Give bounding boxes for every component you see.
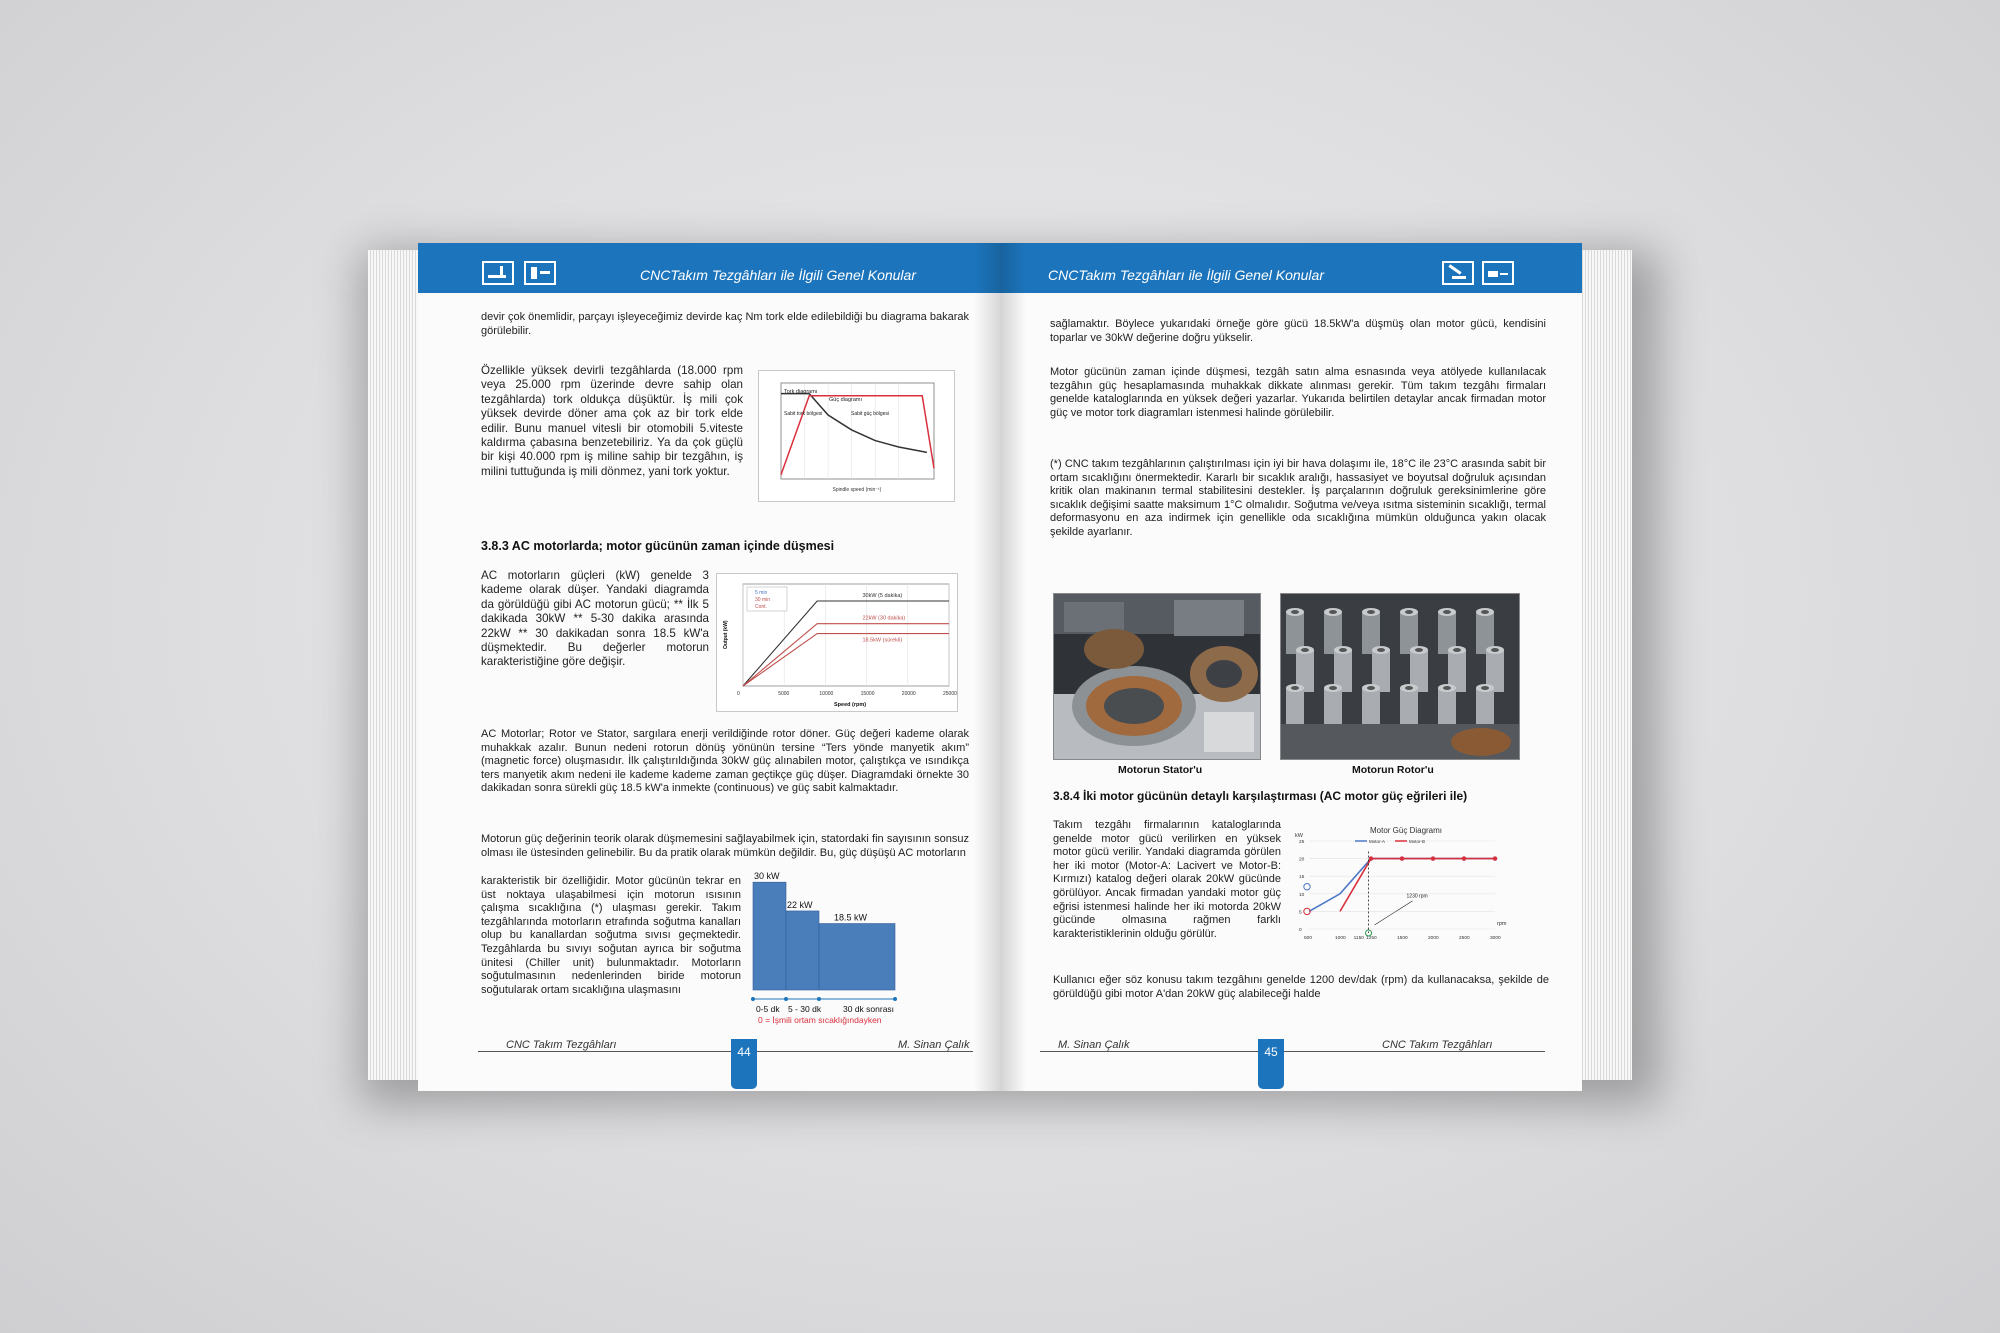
rotor-bore (1443, 686, 1451, 690)
paragraph: AC motorların güçleri (kW) genelde 3 kademe olarak düşer. Yandaki diagramda da görüldüğü gibi AC motorun gücü; ** İlk 5 dakikada 30kW ** 5-30 dakika arasında 22kW ** 30 dakikadan sonra 18.5 kW'a düşmektedir. Bu değerler motorun karakteristiğine göre değişir. (481, 569, 709, 669)
rotor-illustration (1281, 594, 1519, 759)
paragraph: karakteristik bir özelliğidir. Motor gücünün tekrar en üst noktaya ulaşabilmesi için motorun ısısının çalışma sıcaklığına (*) ulaşması gerekir. Takım tezgâhlarında motorların etrafında soğutma kanalları olup bu kanallardan soğutma sıvısı geçmektedir. Tezgâhlarda bu sıvıyı soğutan ayrıca bir soğutma ünitesi (Chiller unit) bulunmaktadır. Motorların soğutulmasının nedenlerinden biride motorun soğutularak ortam sıcaklığına ulaşmasını (481, 875, 741, 996)
x-tick-label: 2000 (1428, 936, 1439, 941)
y-axis-label: kW (1295, 833, 1303, 839)
rotor-body (1476, 688, 1494, 730)
x-tick-label: 10000 (819, 691, 834, 697)
right-page (1000, 243, 1582, 1091)
motor-power-chart (1285, 823, 1525, 958)
rotor-photo (1280, 593, 1520, 760)
stator-illustration (1054, 594, 1260, 759)
x-tick-label: 1150 (1353, 936, 1364, 941)
series-line-Motor-A (1309, 859, 1495, 912)
rotor-bore (1405, 686, 1413, 690)
legend-item: 30 min (755, 597, 771, 603)
footer-rule (478, 1051, 973, 1052)
x-tick-label: 1250 (1366, 936, 1377, 941)
gutter-shadow (1000, 243, 1026, 1091)
legend-item: 5 min (755, 590, 768, 596)
x-axis-label: Spindle speed (min⁻¹) (832, 487, 882, 493)
y-tick-label: 0 (1299, 928, 1302, 933)
category-label: 0-5 dk (756, 1004, 780, 1014)
rotor-bore (1339, 648, 1347, 652)
machine-tool-icon (482, 261, 514, 285)
page-number: 45 (1258, 1039, 1284, 1089)
footer-book-title: CNC Takım Tezgâhları (1382, 1039, 1493, 1051)
time-marker (817, 997, 821, 1001)
time-marker (751, 997, 755, 1001)
rotor-body (1400, 688, 1418, 730)
data-point (1369, 856, 1373, 860)
torque-power-diagram (758, 370, 955, 502)
y-tick-label: 25 (1299, 840, 1305, 845)
series-label: 18.5kW (sürekli) (862, 637, 903, 644)
rotor-body (1438, 688, 1456, 730)
data-point (1400, 856, 1404, 860)
lathe-icon (1482, 261, 1514, 285)
legend-item: Motor-B (1409, 839, 1426, 844)
spindle-icon (524, 261, 556, 285)
bar (819, 924, 895, 990)
x-tick-label: 1500 (1397, 936, 1408, 941)
legend-item: Motor-A (1369, 839, 1386, 844)
header-band (418, 243, 1000, 293)
category-label: 5 - 30 dk (788, 1004, 822, 1014)
series-label: 30kW (5 dakika) (862, 593, 903, 599)
power-stage-bar-chart (748, 865, 973, 1030)
rotor-bore (1491, 648, 1499, 652)
paragraph: devir çok önemlidir, parçayı işleyeceğimiz devirde kaç Nm tork elde edilebildiği bu diagrama bakarak görülebilir. (481, 311, 969, 337)
bar-value-label: 18.5 kW (834, 912, 868, 923)
x-tick-label: 15000 (860, 691, 875, 697)
y-tick-label: 20 (1299, 857, 1305, 863)
paragraph: sağlamaktır. Böylece yukarıdaki örneğe göre gücü 18.5kW'a düşmüş olan motor gücü, kendisini toparlar ve 30kW değerine doğru yükselir. (1050, 318, 1546, 344)
rotor-bore (1443, 610, 1451, 614)
motor-a-marker (1304, 884, 1310, 890)
paragraph: Motorun güç değerinin teorik olarak düşmemesini sağlayabilmek için, statordaki fin sayısının sonsuz olması ile üstesinden gelinebilir. Bu da pratik olarak mümkün değildir. Bu, güç düşüşü AC motorların (481, 833, 969, 859)
rotor-bore (1453, 648, 1461, 652)
rotor-bore (1291, 610, 1299, 614)
bar (786, 911, 819, 990)
x-tick-label: 3000 (1490, 936, 1501, 941)
rotor-bore (1405, 610, 1413, 614)
legend-item: Cont. (755, 604, 767, 610)
label-torque: Tork diagramı (784, 389, 818, 395)
label-const-torque: Sabit tork bölgesi (784, 411, 823, 417)
rotor-bore (1377, 648, 1385, 652)
series-label: 22kW (30 dakika) (862, 615, 906, 622)
x-tick-label: 0 (737, 691, 740, 697)
chart-note: 0 = İşmili ortam sıcaklığındayken (758, 1015, 882, 1025)
y-tick-label: 10 (1299, 892, 1305, 898)
x-tick-label: 1000 (1335, 936, 1346, 941)
motor-power-diagram (1285, 823, 1525, 958)
page-number: 44 (731, 1039, 757, 1089)
footer-author: M. Sinan Çalık (1058, 1039, 1130, 1051)
header-band (1000, 243, 1582, 293)
ac-motor-stage-diagram (716, 573, 958, 712)
milling-icon (1442, 261, 1474, 285)
rotor-bore (1329, 610, 1337, 614)
rotor-bore (1367, 686, 1375, 690)
rotor-bore (1367, 610, 1375, 614)
rotor-bore (1481, 610, 1489, 614)
y-tick-label: 5 (1299, 910, 1302, 916)
left-page (418, 243, 1000, 1091)
rotor-bore (1481, 686, 1489, 690)
x-tick-label: 25000 (943, 691, 957, 697)
page-stack-left (368, 250, 418, 1080)
time-marker (893, 997, 897, 1001)
series-line-30 min (743, 624, 949, 686)
paragraph: AC Motorlar; Rotor ve Stator, sargılara enerji verildiğinde rotor döner. Güç değeri kademe olarak muhakkak azalır. Bunun nedeni rotorun dönüş yönünün tersine “Ters yönde manyetik akım” (magnetic force) oluşmasıdır. İlk çalıştırıldığında 30kW güç alınabilen motor, çalıştıkça ve ısındıkça ters manyetik akım nedeni ile kademe kademe zaman geçtikçe güç düşer. Diagramdaki örnekte 30 dakikadan sonra sürekli güç 18.5 kW'a inmekte (continuous) ve güç sabit kalmaktadır. (481, 728, 969, 795)
page-stack-right (1582, 250, 1632, 1080)
y-axis-label: Output (kW) (723, 620, 729, 649)
rotor-body (1324, 688, 1342, 730)
annotation-label: 1230 rpm (1406, 893, 1428, 900)
rotor-body (1286, 688, 1304, 730)
stator-photo (1053, 593, 1261, 760)
gutter-shadow (974, 243, 1000, 1091)
paragraph: Takım tezgâhı firmalarının kataloglarında genelde motor gücü verilirken en yüksek motor gücü verilir. Yandaki diagramda görülen her iki motor (Motor-A: Lacivert ve Motor-B: Kırmızı) katalog değeri olarak 20kW gücünde görülüyor. Ancak firmadan yandaki motor güç eğrisi istenmesi halinde her iki motorda 20kW gücünde olmasına rağmen farklı karakteristiklerinin olduğu görülür. (1053, 819, 1281, 940)
x-axis-label: Speed (rpm) (834, 702, 867, 708)
photo-caption: Motorun Rotor'u (1352, 764, 1434, 776)
paragraph: Motor gücünün zaman içinde düşmesi, tezgâh satın alma esnasında veya atölyede kullanılacak tezgâhın güç hesaplamasında muhakkak dikkate alınması gerekir. Tüm takım tezgâhı firmaları genelde kataloglarında en yüksek değeri yazarlar. Yukarıda belirtilen detaylar ancak firmadan motor güç ve motor tork diagramları istenmesi halinde görülebilir. (1050, 366, 1546, 419)
header-title: CNCTakım Tezgâhları ile İlgili Genel Konular (1048, 267, 1324, 283)
ac-motor-stage-chart (717, 574, 957, 711)
section-heading: 3.8.4 İki motor gücünün detaylı karşılaştırması (AC motor güç eğrileri ile) (1053, 789, 1468, 803)
paragraph: Özellikle yüksek devirli tezgâhlarda (18.000 rpm veya 25.000 rpm üzerinde devre sahip olan tezgâhlarda) tork oldukça düşüktür. İş mili çok yüksek devirde döner ama çok az bir tork elde edilir. Bunu manuel vitesli bir otomobili 5.viteste kaldırma çabasına benzetebiliriz. Ya da çok güçlü bir kişi 40.000 rpm iş miline sahip bir tezgâhın, iş milini tuttuğunda iş mili dönmez, yani tork yoktur. (481, 364, 743, 478)
section-heading: 3.8.3 AC motorlarda; motor gücünün zaman içinde düşmesi (481, 539, 835, 553)
x-axis-label: rpm (1497, 921, 1507, 927)
data-point (1431, 856, 1435, 860)
footer-author: M. Sinan Çalık (898, 1039, 970, 1051)
rotor-body (1362, 688, 1380, 730)
bar-chart (748, 865, 973, 1030)
category-label: 30 dk sonrası (843, 1004, 895, 1014)
rotor-bore (1415, 648, 1423, 652)
bar (753, 882, 786, 990)
x-tick-label: 500 (1304, 936, 1313, 941)
data-point (1462, 856, 1466, 860)
x-tick-label: 2500 (1459, 936, 1470, 941)
chart-title: Motor Güç Diagramı (1370, 826, 1443, 835)
x-tick-label: 5000 (778, 691, 790, 697)
torque-power-chart (759, 371, 954, 501)
bar-value-label: 22 kW (787, 899, 813, 910)
series-line-Güç (781, 396, 934, 475)
photo-caption: Motorun Stator'u (1118, 764, 1203, 776)
footer-rule (1040, 1051, 1545, 1052)
series-line-5 min (743, 601, 949, 686)
time-marker (784, 997, 788, 1001)
header-title: CNCTakım Tezgâhları ile İlgili Genel Konular (640, 267, 916, 283)
label-power: Güç diagramı (829, 397, 863, 403)
data-point (1493, 856, 1497, 860)
paragraph: Kullanıcı eğer söz konusu takım tezgâhını genelde 1200 dev/dak (rpm) da kullanacaksa, şekilde de görüldüğü gibi motor A'dan 20kW güç alabileceği halde (1053, 974, 1549, 1000)
footer-book-title: CNC Takım Tezgâhları (506, 1039, 617, 1051)
paragraph: (*) CNC takım tezgâhlarının çalıştırılması için iyi bir hava dolaşımı ile, 18°C ile 23°C arasında sabit bir ortam sıcaklığını önermektedir. Kararlı bir sıcaklık aralığı, hassasiyet ve boyutsal doğruluk açısından kritik olan makinanın termal stabilitesini destekler. İş parçalarının doğruluk gereksinimlerine göre sıcaklık değişimi saatte maksimum 1°C olmalıdır. Soğutma ve/veya ısıtma sisteminin sıcaklığı, termal deformasyonu en aza indirmek için genellikle oda sıcaklığına mümkün olduğunca yakın olacak şekilde ayarlanır. (1050, 458, 1546, 538)
rotor-bore (1301, 648, 1309, 652)
label-const-power: Sabit güç bölgesi (851, 411, 890, 417)
rotor-bore (1291, 686, 1299, 690)
annotation-line (1375, 901, 1413, 925)
y-tick-label: 15 (1299, 875, 1305, 881)
rotor-bore (1329, 686, 1337, 690)
bar-value-label: 30 kW (754, 871, 780, 882)
x-tick-label: 20000 (901, 691, 916, 697)
